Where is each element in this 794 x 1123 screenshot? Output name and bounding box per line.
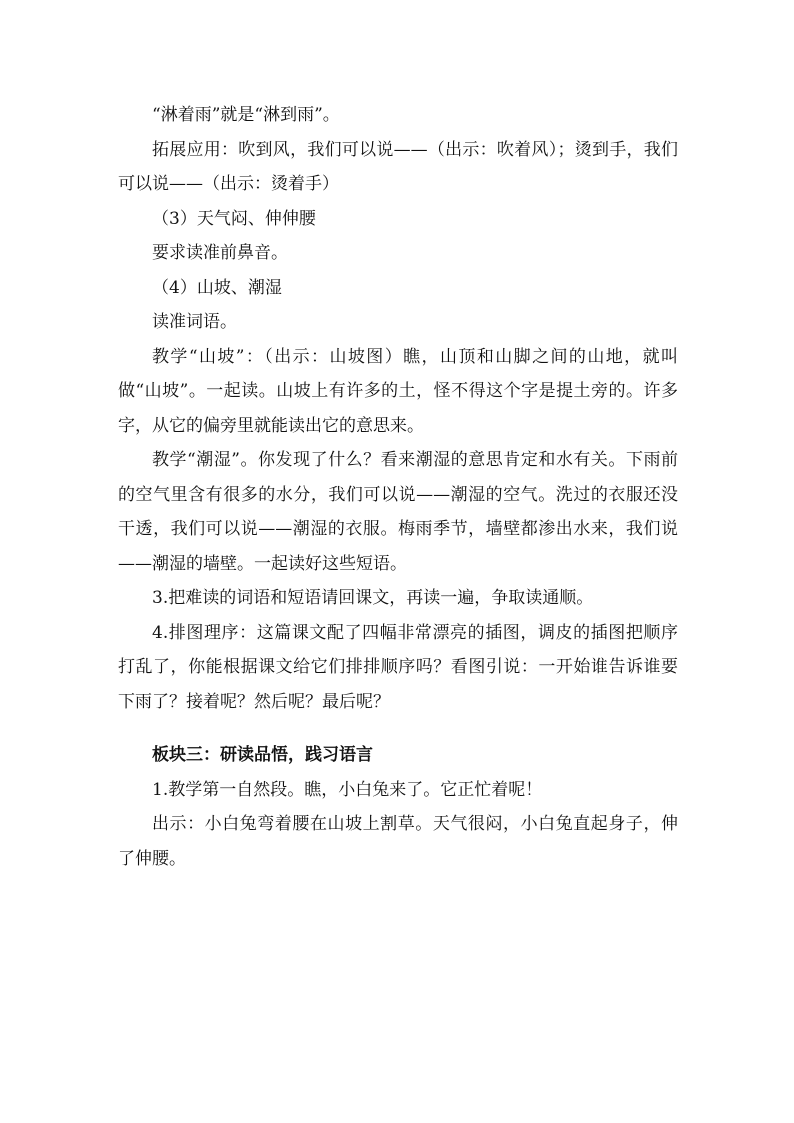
paragraph-rain: “淋着雨”就是“淋到雨”。: [152, 105, 340, 125]
section-heading: 板块三：研读品悟，践习语言: [152, 745, 373, 765]
paragraph-item-4: （4）山坡、潮湿: [152, 277, 282, 298]
paragraph-section-1: 1.教学第一自然段。瞧，小白兔来了。它正忙着呢！: [152, 779, 543, 800]
paragraph-read-words: 读准词语。: [152, 312, 237, 332]
document-page: [118, 98, 678, 876]
paragraph-extension: 拓展应用：吹到风，我们可以说——（出示：吹着风）；烫到手，我们可以说——（出示：烫着手）: [118, 139, 678, 194]
paragraph-step-4: 4.排图理序：这篇课文配了四幅非常漂亮的插图，调皮的插图把顺序打乱了，你能根据课文给它们排排顺序吗？看图引说：一开始谁告诉谁要下雨了？接着呢？然后呢？最后呢？: [118, 622, 678, 712]
paragraph-teach-hillside: 教学“山坡”：（出示：山坡图）瞧，山顶和山脚之间的山地，就叫做“山坡”。一起读。山坡上有许多的土，怪不得这个字是提土旁的。许多字，从它的偏旁里就能读出它的意思来。: [118, 346, 678, 436]
paragraph-item-3: （3）天气闷、伸伸腰: [152, 208, 316, 229]
paragraph-teach-humid: 教学“潮湿”。你发现了什么？看来潮湿的意思肯定和水有关。下雨前的空气里含有很多的水分，我们可以说——潮湿的空气。洗过的衣服还没干透，我们可以说——潮湿的衣服。梅雨季节，墙壁都渗出水来，我们说——潮湿的墙壁。一起读好这些短语。: [118, 450, 678, 574]
paragraph-requirement: 要求读准前鼻音。: [152, 243, 288, 263]
paragraph-step-3: 3.把难读的词语和短语请回课文，再读一遍，争取读通顺。: [152, 588, 594, 608]
paragraph-section-2: 出示：小白兔弯着腰在山坡上割草。天气很闷，小白兔直起身子，伸了伸腰。: [118, 814, 678, 869]
